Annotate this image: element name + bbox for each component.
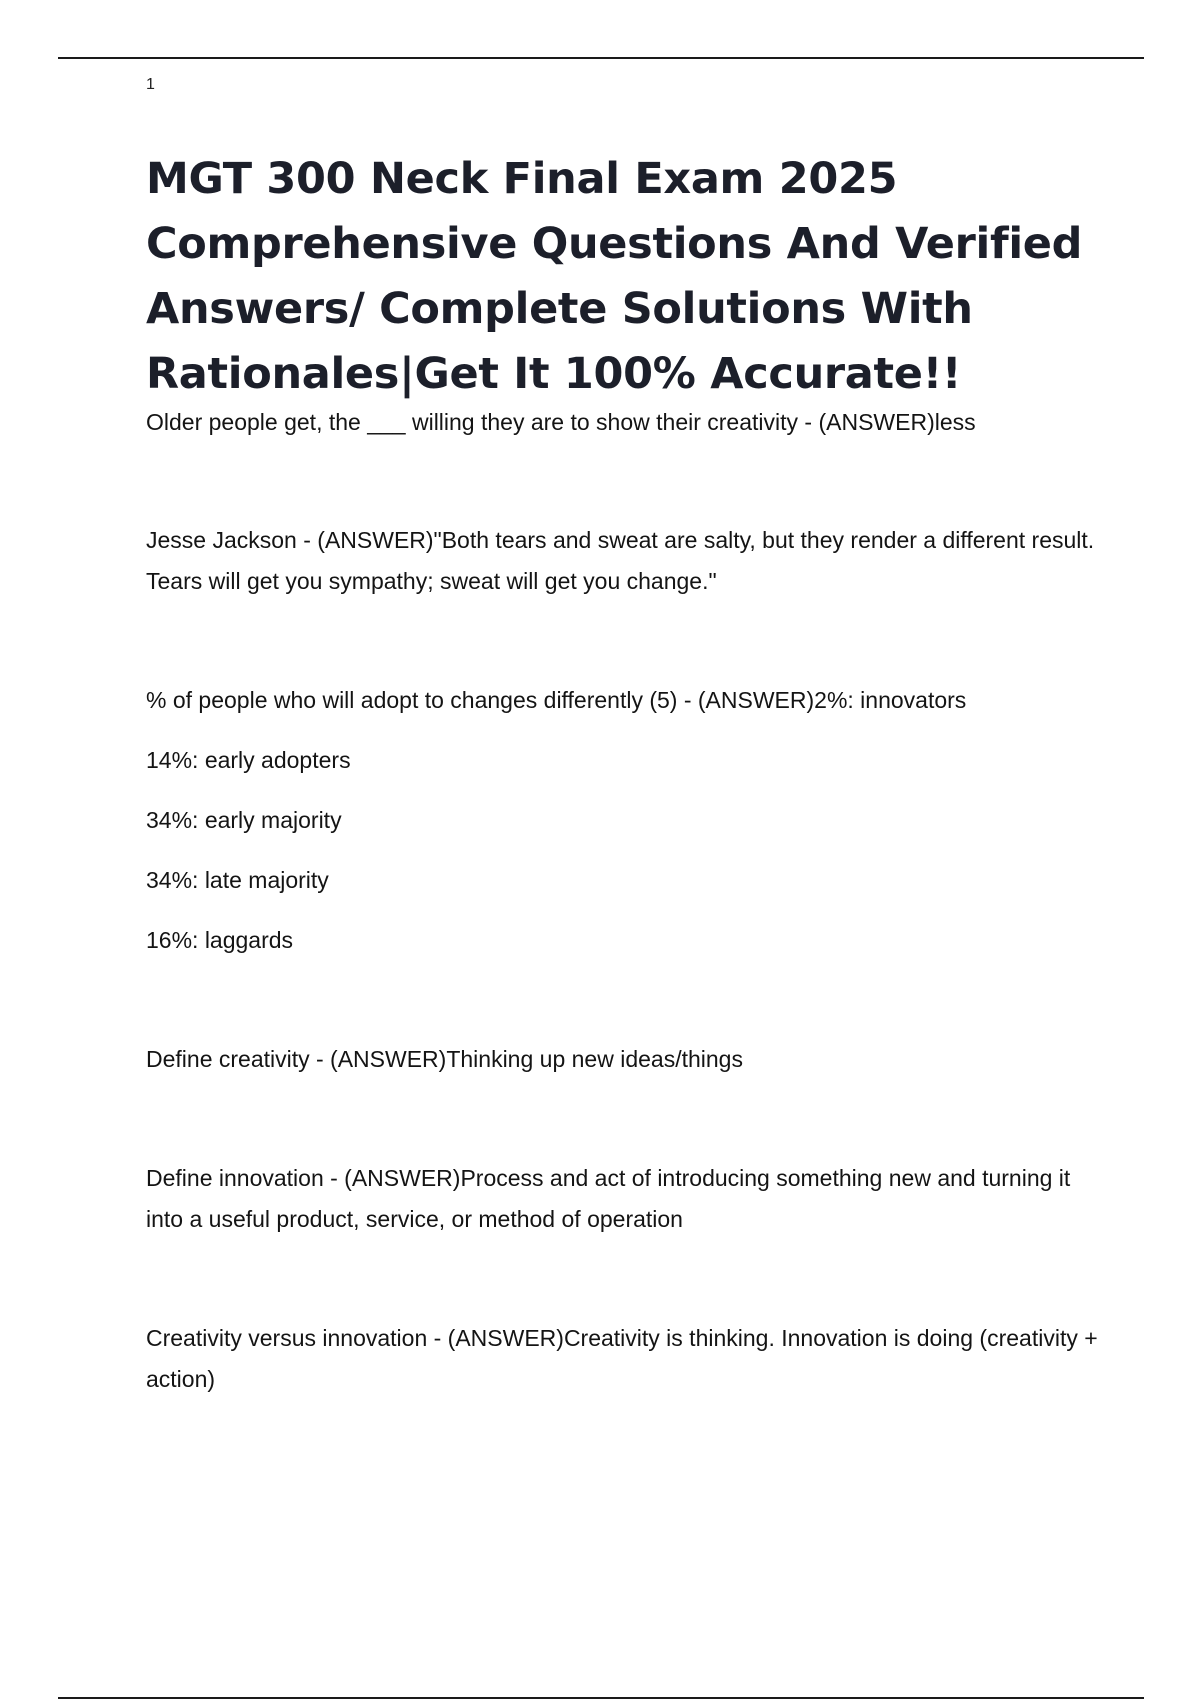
top-rule — [58, 57, 1144, 59]
qa-adoption-item: 34%: early majority — [146, 807, 342, 833]
page-number: 1 — [146, 76, 155, 93]
qa-adoption-question: % of people who will adopt to changes differently (5) - (ANSWER)2%: innovators — [146, 687, 967, 713]
qa-older-people-creativity: Older people get, the ___ willing they are to show their creativity - (ANSWER)less — [146, 409, 976, 435]
bottom-rule — [58, 1697, 1144, 1699]
document-title: MGT 300 Neck Final Exam 2025 Comprehensive Questions And Verified Answers/ Complete Solutions With Rationales|Get It 100% Accurate!! — [146, 154, 1083, 399]
qa-define-innovation: Define innovation - (ANSWER)Process and act of introducing something new and turning it into a useful product, service, or method of operation — [146, 1165, 1071, 1232]
qa-creativity-vs-innovation: Creativity versus innovation - (ANSWER)Creativity is thinking. Innovation is doing (creativity + action) — [146, 1325, 1098, 1392]
qa-adoption-item: 34%: late majority — [146, 867, 329, 893]
qa-jesse-jackson: Jesse Jackson - (ANSWER)"Both tears and sweat are salty, but they render a different result. Tears will get you sympathy; sweat will get you change." — [146, 527, 1095, 594]
qa-adoption-item: 14%: early adopters — [146, 747, 351, 773]
qa-define-creativity: Define creativity - (ANSWER)Thinking up new ideas/things — [146, 1046, 743, 1072]
qa-adoption-item: 16%: laggards — [146, 927, 294, 953]
